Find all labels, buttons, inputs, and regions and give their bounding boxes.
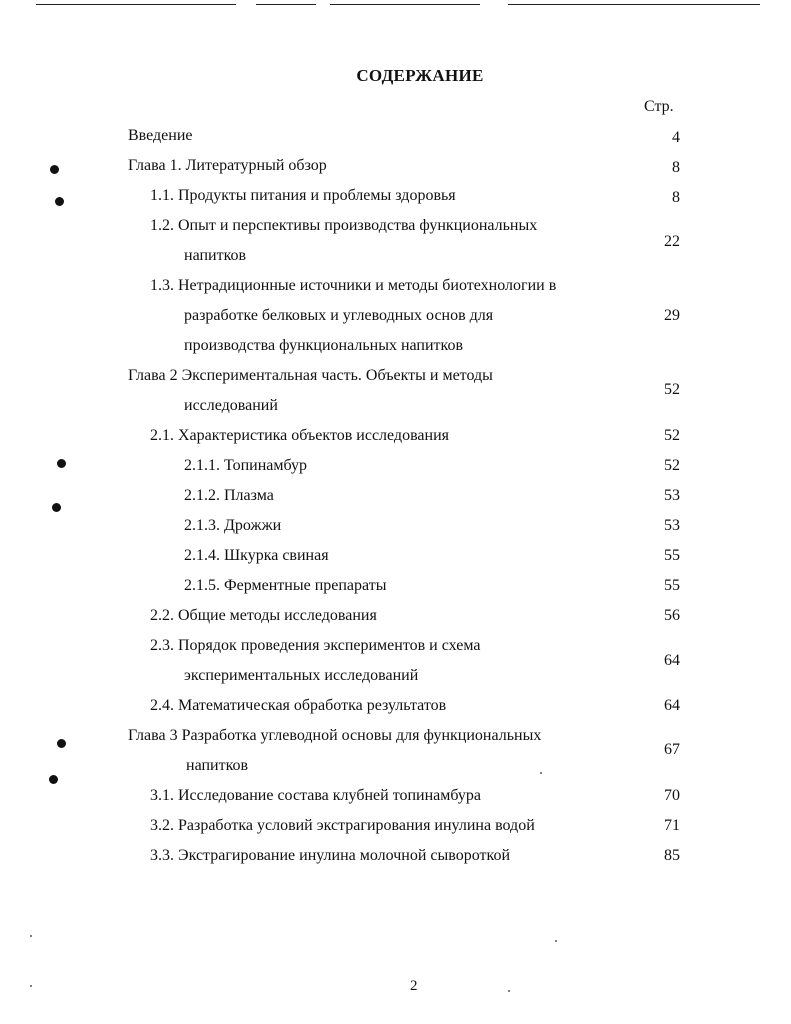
toc-entry-text: 2.1. Характеристика объектов исследования (150, 427, 449, 444)
scan-speck (30, 935, 32, 937)
toc-entry-page: 85 (664, 847, 680, 864)
toc-entry-page: 64 (664, 652, 680, 669)
toc-entry-text: 2.4. Математическая обработка результатов (150, 697, 447, 714)
toc-entry-page: 55 (664, 577, 680, 594)
toc-entry-text: 2.1.4. Шкурка свиная (184, 547, 329, 564)
toc-entry-page: 52 (664, 381, 680, 398)
toc-entry-text: 3.1. Исследование состава клубней топинамбура (150, 787, 482, 804)
top-border-line (256, 4, 316, 5)
toc-entry-text: Глава 3 Разработка углеводной основы для функциональных (128, 727, 542, 744)
toc-entry-text: 3.2. Разработка условий экстрагирования инулина водой (150, 817, 535, 834)
toc-entry-text-continued: экспериментальных исследований (184, 667, 419, 684)
toc-entry-page: 8 (672, 189, 680, 206)
scan-speck (508, 990, 510, 992)
scan-speck (30, 985, 32, 987)
margin-dot (52, 503, 61, 512)
margin-dot (49, 775, 58, 784)
toc-entry-text: 2.1.5. Ферментные препараты (184, 577, 387, 594)
top-border-line (508, 4, 760, 5)
toc-entry-text: Глава 1. Литературный обзор (128, 157, 327, 174)
toc-entry-page: 53 (664, 487, 680, 504)
scan-speck (555, 940, 557, 942)
toc-entry-text: 2.1.3. Дрожжи (184, 517, 282, 534)
toc-entry-text-continued: производства функциональных напитков (184, 337, 464, 354)
toc-entry-text-continued: исследований (184, 397, 278, 414)
toc-entry-text: Глава 2 Экспериментальная часть. Объекты и методы (128, 367, 493, 384)
top-border-line (36, 4, 236, 5)
toc-entry-page: 70 (664, 787, 680, 804)
toc-entry-page: 55 (664, 547, 680, 564)
top-border-line (330, 4, 480, 5)
toc-entry-page: 8 (672, 159, 680, 176)
toc-entry-page: 29 (664, 307, 680, 324)
toc-entry-text: 3.3. Экстрагирование инулина молочной сывороткой (150, 847, 511, 864)
toc-entry-text-continued: разработке белковых и углеводных основ для (184, 307, 494, 324)
scan-speck (540, 772, 542, 774)
margin-dot (57, 459, 66, 468)
margin-dot (57, 739, 66, 748)
toc-entry-page: 53 (664, 517, 680, 534)
page-title: СОДЕРЖАНИЕ (356, 66, 484, 85)
page-number: 2 (410, 978, 418, 994)
toc-entry-page: 71 (664, 817, 680, 834)
toc-entry-text: 2.1.1. Топинамбур (184, 457, 308, 474)
toc-entry-page: 64 (664, 697, 680, 714)
toc-entry-page: 56 (664, 607, 680, 624)
toc-entry-text: 2.3. Порядок проведения экспериментов и схема (150, 637, 481, 654)
toc-entry-text-continued: напитков (186, 757, 249, 774)
toc-entry-page: 52 (664, 427, 680, 444)
toc-entry-text-continued: напитков (184, 247, 247, 264)
toc-entry-text: 1.2. Опыт и перспективы производства функциональных (150, 217, 538, 234)
toc-entry-text: 2.2. Общие методы исследования (150, 607, 377, 624)
margin-dot (50, 165, 59, 174)
toc-entry-text: Введение (128, 127, 193, 144)
toc-entry-page: 67 (664, 741, 680, 758)
toc-entry-text: 1.3. Нетрадиционные источники и методы биотехнологии в (150, 277, 557, 294)
toc-entry-text: 1.1. Продукты питания и проблемы здоровья (150, 187, 456, 204)
page-column-label: Стр. (644, 98, 674, 115)
toc-entry-page: 4 (672, 129, 680, 146)
toc-entry-page: 22 (664, 233, 680, 250)
margin-dot (55, 197, 64, 206)
toc-entry-text: 2.1.2. Плазма (184, 487, 274, 504)
toc-entry-page: 52 (664, 457, 680, 474)
